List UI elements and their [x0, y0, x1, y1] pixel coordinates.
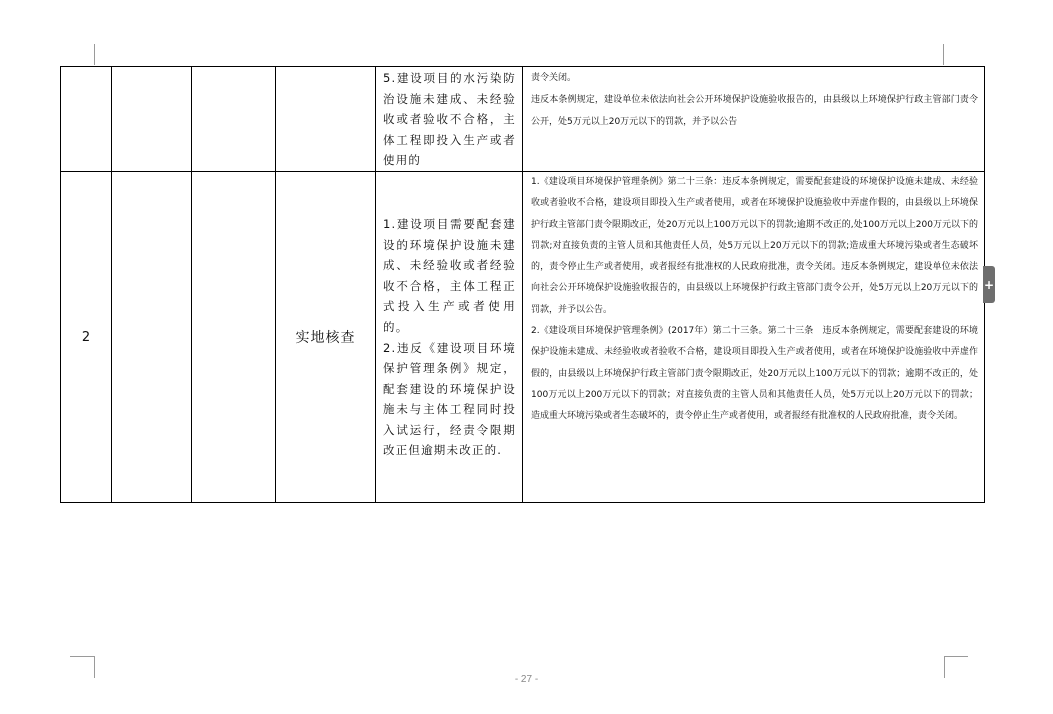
table-cell-col3 — [192, 67, 276, 172]
condition-text: 5.建设项目的水污染防治设施未建成、未经验收或者验收不合格，主体工程即投入生产或者使用的 — [383, 71, 516, 168]
plus-icon: + — [983, 277, 995, 292]
table-cell-condition — [376, 172, 523, 503]
expand-tab-button[interactable] — [983, 266, 995, 303]
condition-item: 2.违反《建设项目环境保护管理条例》规定，配套建设的环境保护设施未与主体工程同时投入试运行，经责令限期改正但逾期未改正的. — [383, 340, 516, 458]
crop-mark-bottom-left-h — [70, 656, 94, 657]
table-cell-method — [276, 67, 376, 172]
table-row — [61, 172, 985, 503]
condition-item: 1.建设项目需要配套建设的环境保护设施未建成、未经验收或者经验收不合格，主体工程正式投入生产或者使用的。 — [383, 216, 516, 334]
basis-paragraph: 1.《建设项目环境保护管理条例》第二十三条：违反本条例规定，需要配套建设的环境保护设施未建成、未经验收或者验收不合格，建设项目即投入生产或者使用，或者在环境保护设施验收中弄虚作假的，由县级以上环境保护行政主管部门责令限期改正，处20万元以上100万元以下的罚款;逾期不改正的,处100万元以上200万元以下的罚款;对直接负责的主管人员和其他责任人员，处5万元以上20万元以下的罚款;造成重大环境污染或者生态破坏的，责令停止生产或者使用，或者报经有批准权的人民政府批准，责令关闭。违反本条例规定，建设单位未依法向社会公开环境保护设施验收报告的，由县级以上环境保护行政主管部门责令公开，处5万元以上20万元以下的罚款，并予以公告。 — [531, 177, 978, 315]
crop-mark-bottom-right-h — [944, 656, 968, 657]
row-number: 2 — [61, 172, 112, 503]
regulation-table — [60, 66, 985, 503]
basis-line: 违反本条例规定，建设单位未依法向社会公开环境保护设施验收报告的，由县级以上环境保护行政主管部门责令公开，处5万元以上20万元以下的罚款，并予以公告 — [531, 95, 978, 127]
crop-mark-top-right — [943, 44, 944, 65]
inspection-method: 实地核查 — [276, 172, 376, 503]
table-cell-basis — [523, 172, 985, 503]
table-cell-col3 — [192, 172, 276, 503]
table-row — [61, 67, 985, 172]
basis-paragraph: 2.《建设项目环境保护管理条例》(2017年）第二十三条。第二十三条 违反本条例规定，需要配套建设的环境保护设施未建成、未经验收或者验收不合格，建设项目即投入生产或者使用，或者在环境保护设施验收中弄虚作假的，由县级以上环境保护行政主管部门责令限期改正，处20万元以上100万元以下的罚款；逾期不改正的，处100万元以上200万元以下的罚款；对直接负责的主管人员和其他责任人员，处5万元以上20万元以下的罚款；造成重大环境污染或者生态破坏的，责令停止生产或者使用，或者报经有批准权的人民政府批准，责令关闭。 — [531, 326, 978, 422]
table-cell-col2 — [112, 67, 192, 172]
table-cell-col2 — [112, 172, 192, 503]
table-cell-number — [61, 67, 112, 172]
page-number: - 27 - — [514, 674, 539, 685]
table-cell-basis — [523, 67, 985, 172]
table-cell-condition — [376, 67, 523, 172]
crop-mark-top-left — [94, 44, 95, 65]
basis-line: 责令关闭。 — [531, 73, 577, 83]
